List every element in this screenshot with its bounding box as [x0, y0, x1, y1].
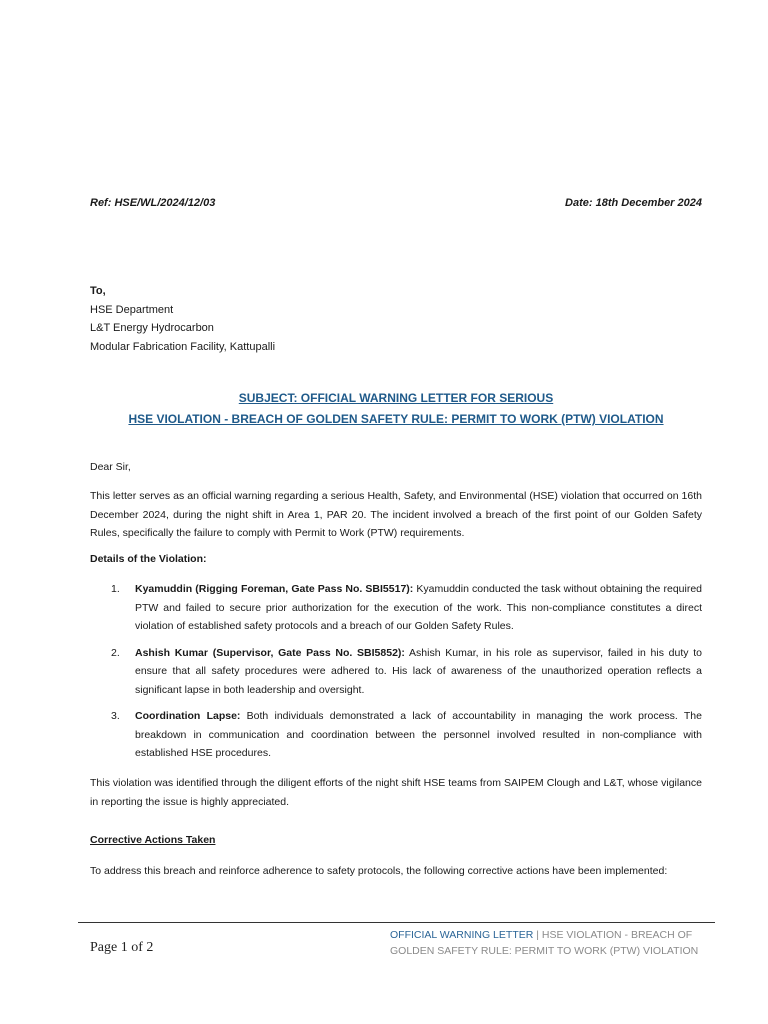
- page-number: Page 1 of 2: [90, 940, 154, 955]
- address-line-1: HSE Department: [90, 303, 174, 316]
- footer-separator: |: [533, 929, 542, 941]
- violation-lead: Coordination Lapse:: [135, 710, 241, 722]
- list-item: [90, 707, 702, 763]
- list-item: [90, 644, 702, 700]
- address-line-2: L&T Energy Hydrocarbon: [90, 322, 214, 334]
- letter-date: Date: 18th December 2024: [565, 197, 702, 209]
- salutation: Dear Sir,: [90, 461, 131, 473]
- intro-paragraph: This letter serves as an official warning regarding a serious Health, Safety, and Environmental (HSE) violation that occurred on 16th December 2024, during the night shift in Area 1, PAR 20. The incident involved a breach of the first point of our Golden Safety Rules, specifically the failure to comply with Permit to Work (PTW) requirements.: [90, 490, 702, 539]
- violation-text: Ashish Kumar, in his role as supervisor, failed in his duty to ensure that all safety procedures were adhered to. His lack of awareness of the unauthorized operation reflects a significant lapse in both leadership and oversight.: [135, 646, 702, 696]
- corrective-actions-heading: Corrective Actions Taken: [90, 834, 216, 846]
- subject-line-1: SUBJECT: OFFICIAL WARNING LETTER FOR SERIOUS: [238, 391, 554, 405]
- list-number: 3.: [111, 710, 120, 722]
- corrective-actions-intro: To address this breach and reinforce adherence to safety protocols, the following corrective actions have been implemented:: [90, 865, 668, 877]
- list-item: [90, 580, 702, 636]
- list-number: 1.: [111, 583, 120, 595]
- violation-lead: Kyamuddin (Rigging Foreman, Gate Pass No. SBI5517):: [135, 583, 414, 595]
- violation-text: Kyamuddin conducted the task without obtaining the required PTW and failed to secure prior authorization for the execution of the work. This non-compliance constitutes a direct violation of established safety protocols and a breach of our Golden Safety Rules.: [135, 583, 703, 632]
- footer-title-rest: HSE VIOLATION - BREACH OF GOLDEN SAFETY RULE: PERMIT TO WORK (PTW) VIOLATION: [390, 929, 699, 957]
- reference-line: [90, 197, 702, 209]
- closing-paragraph: This violation was identified through the diligent efforts of the night shift HSE teams from SAIPEM Clough and L&T, whose vigilance in reporting the issue is highly appreciated.: [90, 777, 702, 808]
- footer-title-strong: OFFICIAL WARNING LETTER: [390, 929, 534, 941]
- recipient-address: [90, 282, 275, 356]
- address-to: To,: [90, 285, 106, 297]
- address-line-3: Modular Fabrication Facility, Kattupalli: [90, 340, 276, 353]
- subject-line-2: HSE VIOLATION - BREACH OF GOLDEN SAFETY RULE: PERMIT TO WORK (PTW) VIOLATION: [128, 412, 664, 426]
- reference-number: Ref: HSE/WL/2024/12/03: [90, 197, 216, 209]
- footer-title: [390, 928, 715, 959]
- violations-list: [90, 580, 702, 771]
- list-number: 2.: [111, 646, 120, 659]
- details-heading: Details of the Violation:: [90, 553, 207, 565]
- violation-lead: Ashish Kumar (Supervisor, Gate Pass No. SBI5852):: [135, 646, 405, 659]
- subject-heading: [80, 388, 712, 430]
- footer-divider: [78, 922, 715, 923]
- violation-text: Both individuals demonstrated a lack of accountability in managing the work process. The breakdown in communication and coordination between the personnel involved resulted in non-compliance with established HSE procedures.: [135, 710, 702, 759]
